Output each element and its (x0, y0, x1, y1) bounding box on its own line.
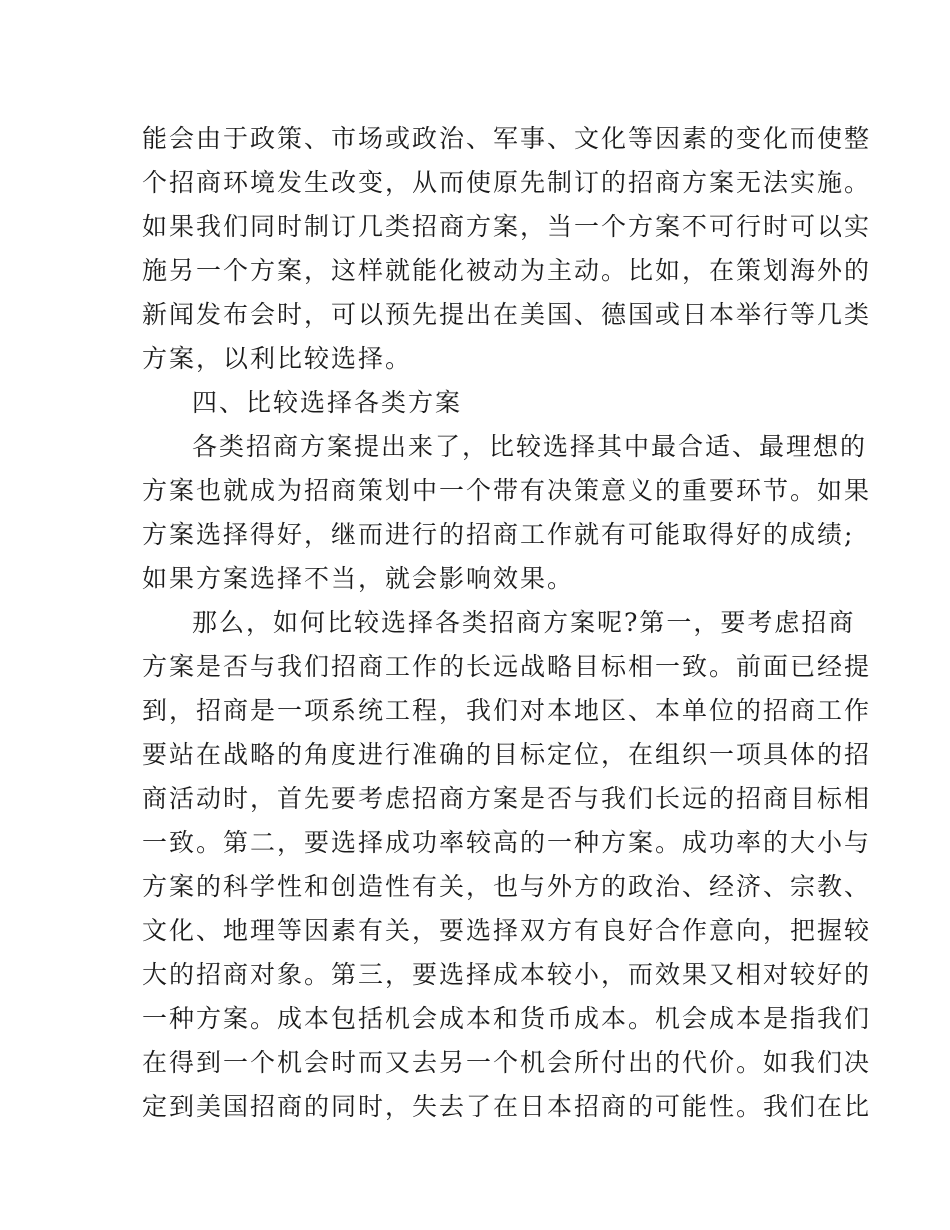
body-text-line: 大的招商对象。第三，要选择成本较小，而效果又相对较好的 (142, 960, 872, 989)
body-text-line: 方案也就成为招商策划中一个带有决策意义的重要环节。如果 (142, 476, 872, 505)
body-text-line: 新闻发布会时，可以预先提出在美国、德国或日本举行等几类 (142, 300, 872, 329)
body-text-line: 商活动时，首先要考虑招商方案是否与我们长远的招商目标相 (142, 784, 872, 813)
body-text-line: 能会由于政策、市场或政治、军事、文化等因素的变化而使整 (142, 124, 872, 153)
section-heading: 四、比较选择各类方案 (192, 388, 463, 417)
body-text-line: 方案选择得好，继而进行的招商工作就有可能取得好的成绩; (142, 520, 855, 549)
body-text-line: 那么，如何比较选择各类招商方案呢?第一，要考虑招商 (192, 608, 856, 637)
body-text-line: 文化、地理等因素有关，要选择双方有良好合作意向，把握较 (142, 916, 872, 945)
body-text-line: 施另一个方案，这样就能化被动为主动。比如，在策划海外的 (142, 256, 872, 285)
body-text-line: 到，招商是一项系统工程，我们对本地区、本单位的招商工作 (142, 696, 872, 725)
body-text-line: 如果方案选择不当，就会影响效果。 (142, 564, 575, 593)
body-text-line: 方案，以利比较选择。 (142, 344, 413, 373)
body-text-line: 要站在战略的角度进行准确的目标定位，在组织一项具体的招 (142, 740, 872, 769)
body-text-line: 各类招商方案提出来了，比较选择其中最合适、最理想的 (192, 432, 868, 461)
body-text-line: 如果我们同时制订几类招商方案，当一个方案不可行时可以实 (142, 212, 872, 241)
body-text-line: 一致。第二，要选择成功率较高的一种方案。成功率的大小与 (142, 828, 872, 857)
body-text-line: 方案的科学性和创造性有关，也与外方的政治、经济、宗教、 (142, 872, 872, 901)
body-text-line: 一种方案。成本包括机会成本和货币成本。机会成本是指我们 (142, 1004, 872, 1033)
body-text-line: 在得到一个机会时而又去另一个机会所付出的代价。如我们决 (142, 1048, 872, 1077)
body-text-line: 个招商环境发生改变，从而使原先制订的招商方案无法实施。 (142, 168, 872, 197)
body-text-line: 方案是否与我们招商工作的长远战略目标相一致。前面已经提 (142, 652, 872, 681)
body-text-line: 定到美国招商的同时，失去了在日本招商的可能性。我们在比 (142, 1092, 872, 1121)
